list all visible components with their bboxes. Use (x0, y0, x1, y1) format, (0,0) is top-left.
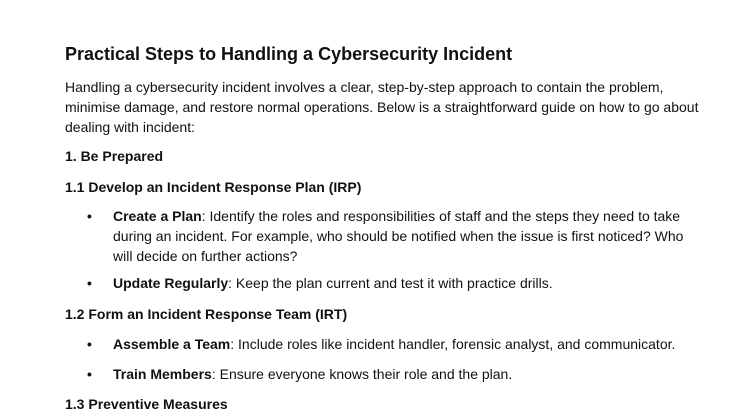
list-item-term: Create a Plan (113, 208, 202, 224)
list-item-term: Train Members (113, 366, 212, 382)
list-item-text (113, 273, 687, 293)
list-item-text (113, 334, 687, 354)
document-title: Practical Steps to Handling a Cybersecurity Incident (65, 44, 513, 64)
list-item-description: : Ensure everyone knows their role and the plan. (211, 366, 513, 382)
intro-paragraph: Handling a cybersecurity incident involves a clear, step-by-step approach to contain the problem, minimise damage, and restore normal operations. Below is a straightforward guide on how to go about dealing with incident: (65, 79, 699, 135)
subsection-heading-preventive: 1.3 Preventive Measures (65, 396, 228, 412)
bullet-marker: • (87, 275, 92, 291)
list-item-description: : Keep the plan current and test it with practice drills. (228, 275, 553, 291)
list-item-term: Assemble a Team (113, 336, 231, 352)
subsection-heading-irp: 1.1 Develop an Incident Response Plan (IRP) (65, 179, 362, 195)
list-item-text (113, 364, 687, 384)
list-item-term: Update Regularly (113, 275, 229, 291)
list-item-text (113, 206, 687, 266)
bullet-marker: • (87, 366, 92, 382)
list-item-update-regularly (87, 273, 687, 293)
list-item-description: : Include roles like incident handler, forensic analyst, and communicator. (230, 336, 676, 352)
list-item-assemble-team (87, 334, 687, 354)
list-item-create-plan (87, 206, 687, 266)
subsection-heading-irt: 1.2 Form an Incident Response Team (IRT) (65, 306, 348, 322)
bullet-marker: • (87, 336, 92, 352)
list-item-description: : Identify the roles and responsibilities of staff and the steps they need to take during an incident. For example, who should be notified when the issue is first noticed? Who will decide on further actions? (113, 208, 684, 264)
list-item-train-members (87, 364, 687, 384)
section-heading-be-prepared: 1. Be Prepared (65, 148, 164, 164)
bullet-marker: • (87, 208, 92, 224)
